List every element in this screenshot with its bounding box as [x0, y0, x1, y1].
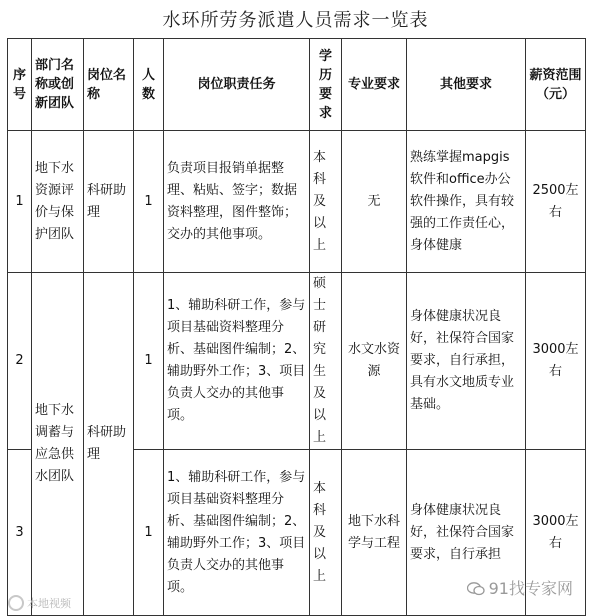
cell-salary: 2500左右: [526, 131, 586, 273]
video-icon: [8, 595, 24, 611]
cell-seq: 3: [8, 450, 32, 616]
cell-major: 无: [342, 131, 407, 273]
header-count: 人数: [134, 39, 164, 131]
cell-post: 科研助理: [84, 131, 134, 273]
cell-duty: 1、辅助科研工作，参与项目基础资料整理分析、基础图件编制；2、辅助野外工作；3、项目负责人交办的其他事项。: [164, 273, 310, 450]
cell-salary: 3000左右: [526, 273, 586, 450]
header-duty: 岗位职责任务: [164, 39, 310, 131]
cell-duty: 负责项目报销单据整理、粘贴、签字；数据资料整理，图件整饰；交办的其他事项。: [164, 131, 310, 273]
cell-major: 地下水科学与工程: [342, 450, 407, 616]
cell-duty: 1、辅助科研工作，参与项目基础资料整理分析、基础图件编制；2、辅助野外工作；3、项目负责人交办的其他事项。: [164, 450, 310, 616]
header-other: 其他要求: [407, 39, 526, 131]
table-row: [8, 273, 586, 450]
header-seq: 序号: [8, 39, 32, 131]
header-dept: 部门名称或创新团队: [32, 39, 84, 131]
cell-other: 身体健康状况良好，社保符合国家要求，自行承担，具有水文地质专业基础。: [407, 273, 526, 450]
cell-other: 身体健康状况良好，社保符合国家要求，自行承担: [407, 450, 526, 616]
cell-count: 1: [134, 450, 164, 616]
watermark-text: 91找专家网: [488, 579, 573, 598]
watermark-left: [8, 595, 71, 611]
header-major: 专业要求: [342, 39, 407, 131]
cell-post: 科研助理: [84, 273, 134, 616]
watermark: [467, 576, 573, 599]
cell-salary: 3000左右: [526, 450, 586, 616]
header-row: [8, 39, 586, 131]
page-title: 水环所劳务派遣人员需求一览表: [162, 10, 429, 31]
header-edu: 学历要求: [310, 39, 342, 131]
table-row: [8, 131, 586, 273]
header-salary: 薪资范围（元）: [526, 39, 586, 131]
header-post: 岗位名称: [84, 39, 134, 131]
cell-dept: 地下水资源评价与保护团队: [32, 131, 84, 273]
cell-count: 1: [134, 273, 164, 450]
cell-major: 水文水资源: [342, 273, 407, 450]
cell-edu: 本科及以上: [310, 131, 342, 273]
cell-count: 1: [134, 131, 164, 273]
cell-dept: 地下水调蓄与应急供水团队: [32, 273, 84, 616]
cell-seq: 2: [8, 273, 32, 450]
cell-edu: 硕士研究生及以上: [310, 273, 342, 450]
requirements-table: [7, 38, 586, 616]
cell-edu: 本科及以上: [310, 450, 342, 616]
watermark-left-text: 本地视频: [27, 597, 71, 610]
wechat-icon: [467, 581, 485, 595]
cell-seq: 1: [8, 131, 32, 273]
cell-other: 熟练掌握mapgis软件和office办公软件操作，具有较强的工作责任心，身体健康: [407, 131, 526, 273]
